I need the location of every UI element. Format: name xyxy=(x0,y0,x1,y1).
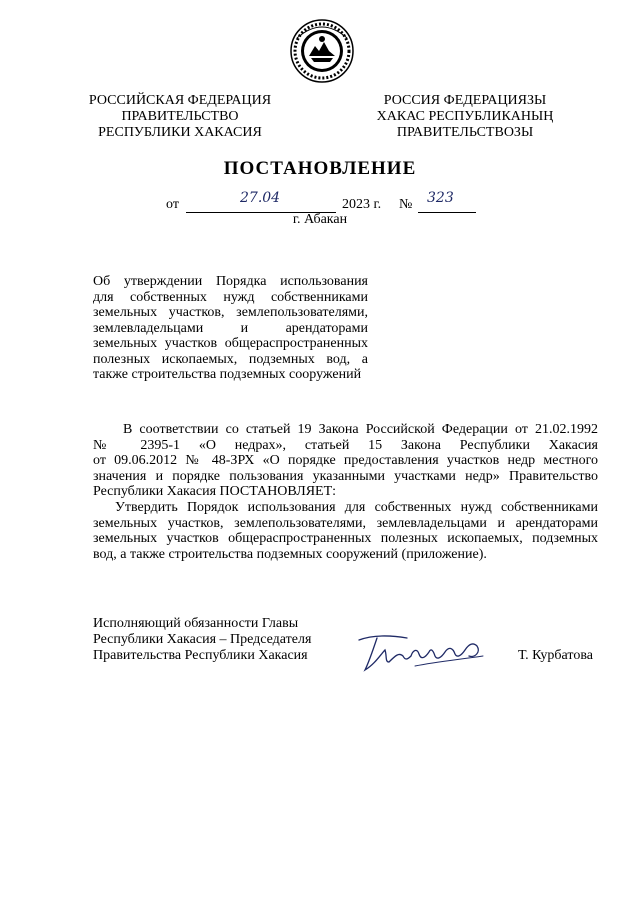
document-subject xyxy=(93,274,368,383)
subject-line: землевладельцами и арендаторами xyxy=(93,320,368,336)
body-line: значения и порядке пользования указанными участками недр» Правительство xyxy=(93,468,598,484)
coat-of-arms-emblem xyxy=(289,18,355,84)
signatory-position xyxy=(93,616,311,664)
header-right-line-2: ХАКАС РЕСПУБЛИКАНЫҢ xyxy=(376,109,554,124)
document-type-title: ПОСТАНОВЛЕНИЕ xyxy=(223,158,417,179)
year-label: 2023 г. xyxy=(342,197,382,212)
subject-line: для собственных нужд собственниками xyxy=(93,289,368,305)
header-right-line-3: ПРАВИТЕЛЬСТВОЗЫ xyxy=(396,125,534,140)
body-line: земельных участков, землепользователями, землевладельцами и арендаторами xyxy=(93,515,598,531)
date-handwritten: 27.04 xyxy=(240,190,281,206)
signatory-position-line: Республики Хакасия – Председателя xyxy=(93,632,312,647)
body-paragraph-resolution xyxy=(93,500,598,562)
subject-line: также строительства подземных сооружений xyxy=(93,367,362,382)
signatory-position-line: Исполняющий обязанности Главы xyxy=(93,616,299,631)
body-line: Утвердить Порядок использования для собственных нужд собственниками xyxy=(115,500,598,515)
signatory-name: Т. Курбатова xyxy=(518,648,593,663)
signatory-position-line: Правительства Республики Хакасия xyxy=(93,648,308,663)
body-line: Республики Хакасия ПОСТАНОВЛЯЕТ: xyxy=(93,484,337,500)
date-from-label: от xyxy=(166,197,179,212)
body-line: № 2395-1 «О недрах», статьей 15 Закона Республики Хакасия xyxy=(93,437,598,453)
header-right-block xyxy=(370,93,560,141)
subject-line: полезных ископаемых, подземных вод, а xyxy=(93,351,368,367)
number-handwritten: 323 xyxy=(427,190,454,206)
subject-line: земельных участков общераспространенных xyxy=(93,336,368,351)
handwritten-signature xyxy=(355,626,495,676)
body-line: В соответствии со статьей 19 Закона Российской Федерации от 21.02.1992 xyxy=(123,422,598,437)
header-left-line-2: ПРАВИТЕЛЬСТВО xyxy=(121,109,239,124)
subject-line: земельных участков, землепользователями, xyxy=(93,305,368,320)
number-label: № xyxy=(399,197,413,212)
header-left-line-1: РОССИЙСКАЯ ФЕДЕРАЦИЯ xyxy=(88,93,272,108)
body-paragraph-legal-basis xyxy=(93,422,598,500)
header-left-line-3: РЕСПУБЛИКИ ХАКАСИЯ xyxy=(98,125,262,140)
body-line: вод, а также строительства подземных сооружений (приложение). xyxy=(93,546,487,562)
header-right-line-1: РОССИЯ ФЕДЕРАЦИЯЗЫ xyxy=(383,93,547,108)
city-label: г. Абакан xyxy=(292,212,348,227)
body-line: земельных участков общераспространенных полезных ископаемых, подземных xyxy=(93,531,598,547)
subject-line: Об утверждении Порядка использования xyxy=(93,274,368,289)
header-left-block xyxy=(85,93,275,141)
body-line: от 09.06.2012 № 48-ЗРХ «О порядке предоставления участков недр местного xyxy=(93,453,598,469)
